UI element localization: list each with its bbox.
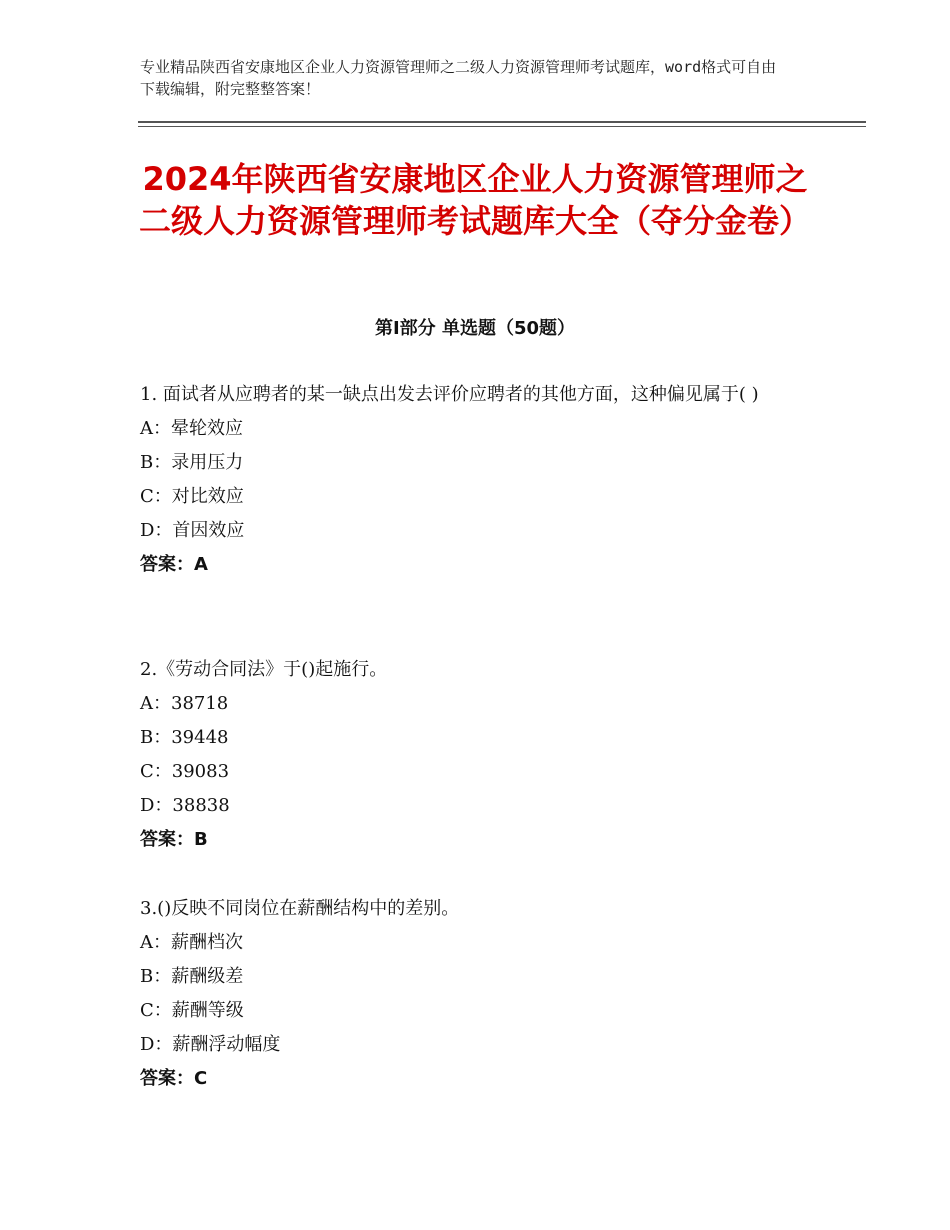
question-stem: 3.()反映不同岗位在薪酬结构中的差别。 (140, 898, 460, 919)
answer: 答案：C (140, 1068, 208, 1089)
option-a: A：薪酬档次 (140, 932, 243, 953)
option-c: C：对比效应 (140, 486, 244, 507)
option-b: B：薪酬级差 (140, 966, 244, 987)
section-title: 第Ⅰ部分 单选题（50题） (374, 318, 575, 339)
option-a: A：38718 (140, 693, 229, 714)
header-rule-thin (138, 126, 866, 127)
option-c: C：39083 (140, 761, 230, 782)
question-stem: 1. 面试者从应聘者的某一缺点出发去评价应聘者的其他方面，这种偏见属于( ) (140, 384, 759, 405)
question-1 (140, 378, 820, 582)
header-note: 专业精品陕西省安康地区企业人力资源管理师之二级人力资源管理师考试题库，word格式可自由下载编辑，附完整整答案！ (140, 58, 777, 98)
document-title: 2024年陕西省安康地区企业人力资源管理师之二级人力资源管理师考试题库大全（夺分金卷） (138, 160, 811, 240)
question-2 (140, 653, 820, 857)
question-3 (140, 892, 820, 1096)
option-c: C：薪酬等级 (140, 1000, 244, 1021)
option-b: B：录用压力 (140, 452, 244, 473)
option-a: A：晕轮效应 (140, 418, 243, 439)
header-rule-thick (138, 121, 866, 123)
option-d: D：38838 (140, 795, 230, 816)
question-stem: 2.《劳动合同法》于()起施行。 (140, 659, 388, 680)
answer: 答案：B (140, 829, 208, 850)
option-b: B：39448 (140, 727, 229, 748)
option-d: D：薪酬浮动幅度 (140, 1034, 281, 1055)
option-d: D：首因效应 (140, 520, 245, 541)
answer: 答案：A (140, 554, 208, 575)
